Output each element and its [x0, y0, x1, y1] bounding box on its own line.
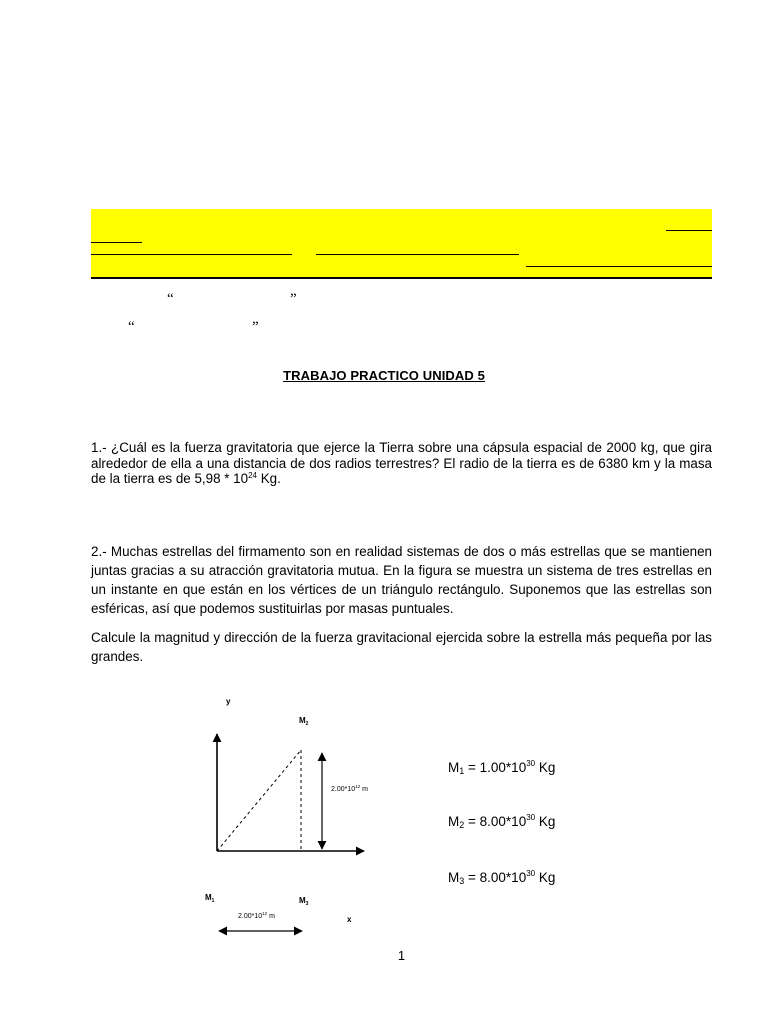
quote-close: ”	[252, 319, 259, 335]
problem-1-exponent: 24	[248, 471, 257, 480]
x-axis-label: x	[347, 915, 352, 924]
m2-label: $M_2$	[299, 716, 309, 727]
quote-close: ”	[290, 291, 297, 307]
horizontal-distance-label: $2.00*10^{12}$ m	[238, 911, 275, 920]
problem-1-unit: Kg.	[256, 471, 281, 486]
mass-m2: $M_2 = 8.00*10^{30}$ Kg	[448, 813, 556, 830]
problem-2-intro: 2.- Muchas estrellas del firmamento son en realidad sistemas de dos o más estrellas que se mantienen juntas gracias a su atracción gravitatoria mutua. En la figura se muestra un sistema de tres estrellas en un instante en que están en los vértices de un triángulo rectángulo. Suponemos que las estrellas son esféricas, así que podemos sustituirlas por masas puntuales.	[91, 544, 712, 616]
m3-label: $M_3$	[299, 896, 309, 907]
quote-open: “	[128, 319, 135, 335]
problem-1-text: 1.- ¿Cuál es la fuerza gravitatoria que ejerce la Tierra sobre una cápsula espacial de 2000 kg, que gira alrededor de ella a una distancia de dos radios terrestres? El radio de la tierra es de 6380 km y la masa de la tierra es de 5,98 * 10	[91, 440, 712, 486]
dashed-hypotenuse	[217, 750, 301, 851]
vertical-distance-label: $2.00*10^{12}$ m	[331, 784, 368, 793]
page-title: TRABAJO PRACTICO UNIDAD 5	[283, 368, 485, 383]
mass-m3: $M_3 = 8.00*10^{30}$ Kg	[448, 869, 556, 886]
quote-open: “	[167, 291, 174, 307]
m1-label: $M_1$	[205, 893, 215, 904]
mass-m1: $M_1 = 1.00*10^{30}$ Kg	[448, 759, 556, 776]
problem-2-question: Calcule la magnitud y dirección de la fuerza gravitacional ejercida sobre la estrella más pequeña por las grandes.	[91, 630, 712, 664]
page-number: 1	[397, 948, 406, 963]
y-axis-label: y	[226, 697, 231, 706]
